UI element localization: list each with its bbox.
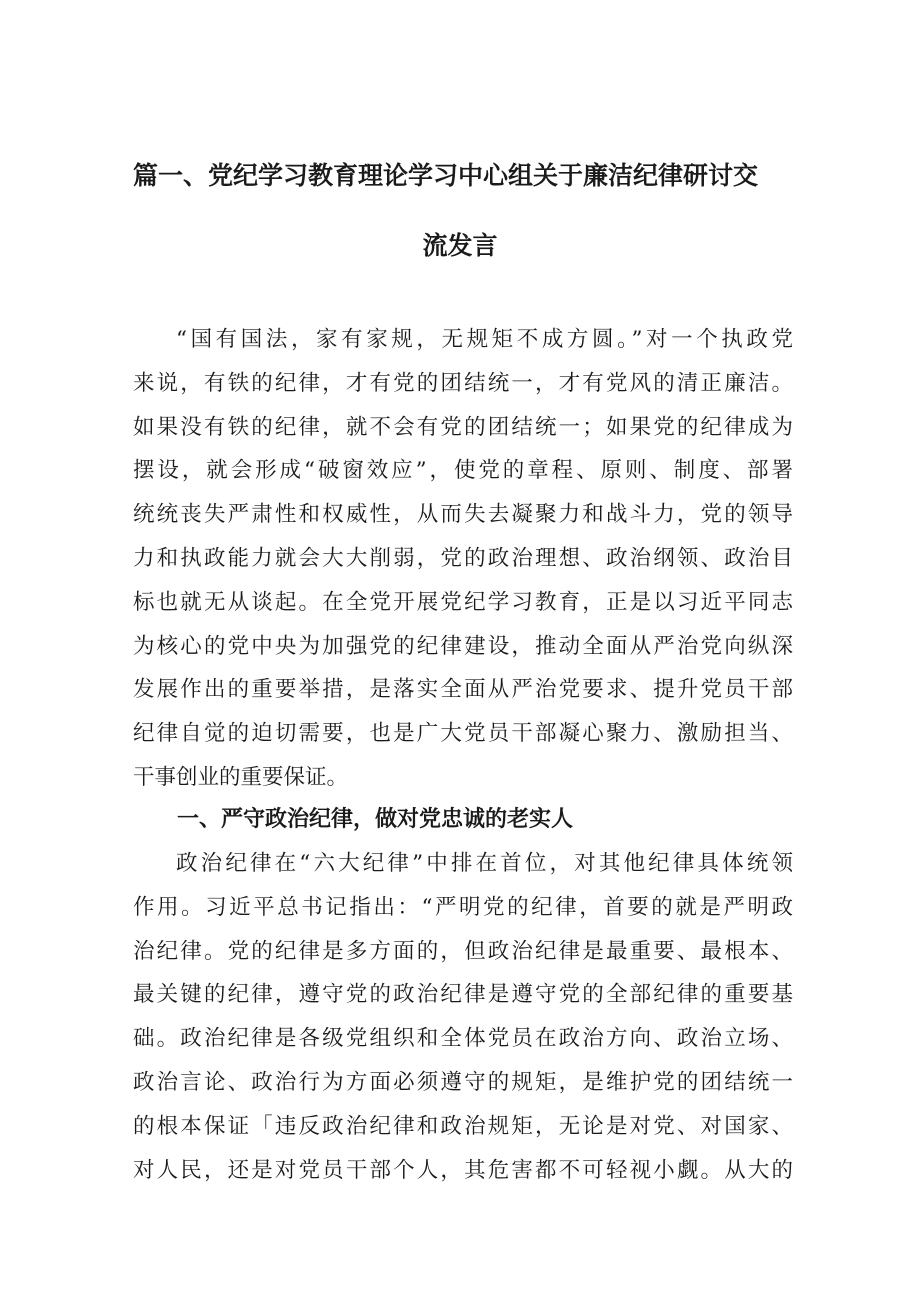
paragraph-line: 摆设，就会形成“破窗效应”，使党的章程、原则、制度、部署: [133, 458, 793, 484]
paragraph-line: 纪律自觉的迫切需要，也是广大党员干部凝心聚力、激励担当、: [133, 721, 793, 747]
paragraph-1: [133, 318, 793, 800]
section-heading-1: 一、严守政治纪律，做对党忠诚的老实人: [177, 807, 574, 832]
paragraph-line: 作用。习近平总书记指出：“严明党的纪律，首要的就是严明政: [133, 894, 793, 920]
paragraph-line: 发展作出的重要举措，是落实全面从严治党要求、提升党员干部: [133, 677, 793, 703]
paragraph-line: 为核心的党中央为加强党的纪律建设，推动全面从严治党向纵深: [133, 633, 793, 659]
paragraph-line: 来说，有铁的纪律，才有党的团结统一，才有党风的清正廉洁。: [133, 370, 793, 396]
paragraph-line: 标也就无从谈起。在全党开展党纪学习教育，正是以习近平同志: [133, 589, 793, 615]
paragraph-line: 力和执政能力就会大大削弱，党的政治理想、政治纲领、政治目: [133, 545, 793, 571]
paragraph-line: 政治纪律在“六大纪律”中排在首位，对其他纪律具体统领: [176, 851, 793, 876]
paragraph-line: 治纪律。党的纪律是多方面的，但政治纪律是最重要、最根本、: [133, 938, 793, 964]
paragraph-line: 如果没有铁的纪律，就不会有党的团结统一；如果党的纪律成为: [133, 414, 793, 440]
paragraph-line: 础。政治纪律是各级党组织和全体党员在政治方向、政治立场、: [133, 1026, 793, 1052]
paragraph-line: 最关键的纪律，遵守党的政治纪律是遵守党的全部纪律的重要基: [133, 982, 793, 1008]
paragraph-line: 政治言论、政治行为方面必须遵守的规矩，是维护党的团结统一: [133, 1069, 793, 1095]
paragraph-line: “国有国法，家有家规，无规矩不成方圆。”对一个执政党: [176, 327, 793, 352]
paragraph-2: [133, 842, 793, 1192]
paragraph-line: 干事创业的重要保证。: [133, 764, 349, 790]
paragraph-line: 统统丧失严肃性和权威性，从而失去凝聚力和战斗力，党的领导: [133, 502, 793, 528]
paragraph-line: 对人民，还是对党员干部个人，其危害都不可轻视小觑。从大的: [133, 1157, 793, 1183]
document-title-line-2: 流发言: [422, 231, 498, 260]
paragraph-line: 的根本保证「违反政治纪律和政治规矩，无论是对党、对国家、: [133, 1113, 793, 1139]
document-title-line-1: 篇一、党纪学习教育理论学习中心组关于廉洁纪律研讨交: [133, 161, 759, 190]
